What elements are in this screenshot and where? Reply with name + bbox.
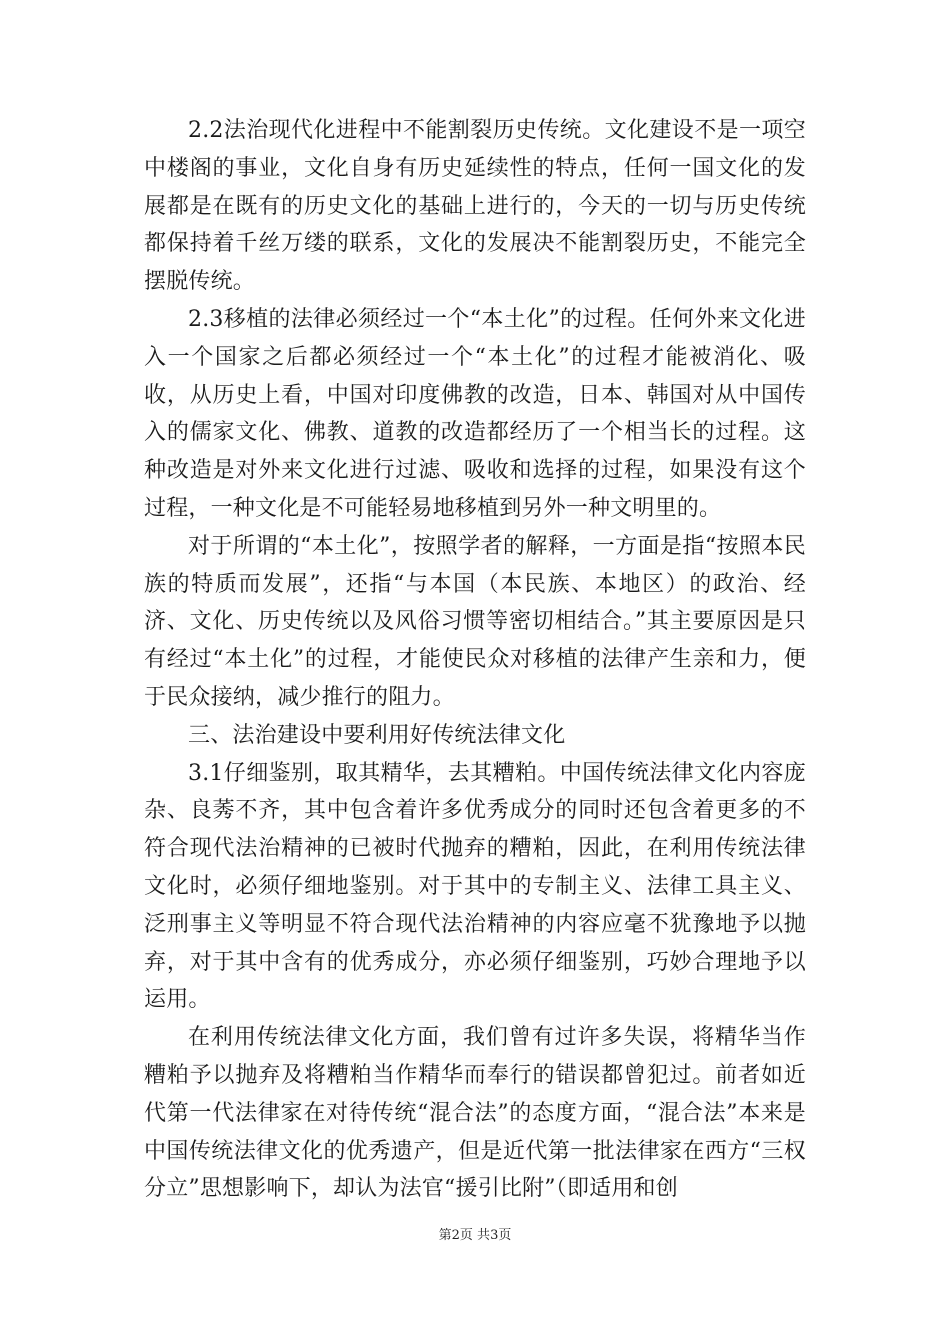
footer-middle: 页 共 [459, 1228, 491, 1243]
paragraph-localization: 对于所谓的“本土化”，按照学者的解释，一方面是指“按照本民族的特质而发展”，还指“与本国（本民族、本地区）的政治、经济、文化、历史传统以及风俗习惯等密切相结合。”其主要原因是只有经过“本土化”的过程，才能使民众对移植的法律产生亲和力，便于民众接纳，减少推行的阻力。 [144, 533, 806, 710]
footer-suffix: 页 [498, 1228, 512, 1243]
footer-current-page: 2 [451, 1228, 460, 1243]
paragraph-3-1: 3.1仔细鉴别，取其精华，去其糟粕。中国传统法律文化内容庞杂、良莠不齐，其中包含着许多优秀成分的同时还包含着更多的不符合现代法治精神的已被时代抛弃的糟粕，因此，在利用传统法律文化时，必须仔细地鉴别。对于其中的专制主义、法律工具主义、泛刑事主义等明显不符合现代法治精神的内容应毫不犹豫地予以抛弃，对于其中含有的优秀成分，亦必须仔细鉴别，巧妙合理地予以运用。 [144, 760, 806, 1013]
footer-total-pages: 3 [490, 1228, 499, 1243]
paragraph-mistakes: 在利用传统法律文化方面，我们曾有过许多失误，将精华当作糟粕予以抛弃及将糟粕当作精华而奉行的错误都曾犯过。前者如近代第一代法律家在对待传统“混合法”的态度方面，“混合法”本来是中国传统法律文化的优秀遗产，但是近代第一批法律家在西方“三权分立”思想影响下，却认为法官“援引比附”（即适用和创 [144, 1025, 806, 1202]
body-text [144, 112, 806, 1208]
page-footer [0, 1224, 950, 1243]
section-heading-3: 三、法治建设中要利用好传统法律文化 [188, 722, 566, 748]
footer-prefix: 第 [438, 1228, 452, 1243]
paragraph-2-3: 2.3移植的法律必须经过一个“本土化”的过程。任何外来文化进入一个国家之后都必须经过一个“本土化”的过程才能被消化、吸收，从历史上看，中国对印度佛教的改造，日本、韩国对从中国传入的儒家文化、佛教、道教的改造都经历了一个相当长的过程。这种改造是对外来文化进行过滤、吸收和选择的过程，如果没有这个过程，一种文化是不可能轻易地移植到另外一种文明里的。 [144, 306, 806, 521]
paragraph-2-2: 2.2法治现代化进程中不能割裂历史传统。文化建设不是一项空中楼阁的事业，文化自身有历史延续性的特点，任何一国文化的发展都是在既有的历史文化的基础上进行的，今天的一切与历史传统都保持着千丝万缕的联系，文化的发展决不能割裂历史，不能完全摆脱传统。 [144, 118, 806, 295]
